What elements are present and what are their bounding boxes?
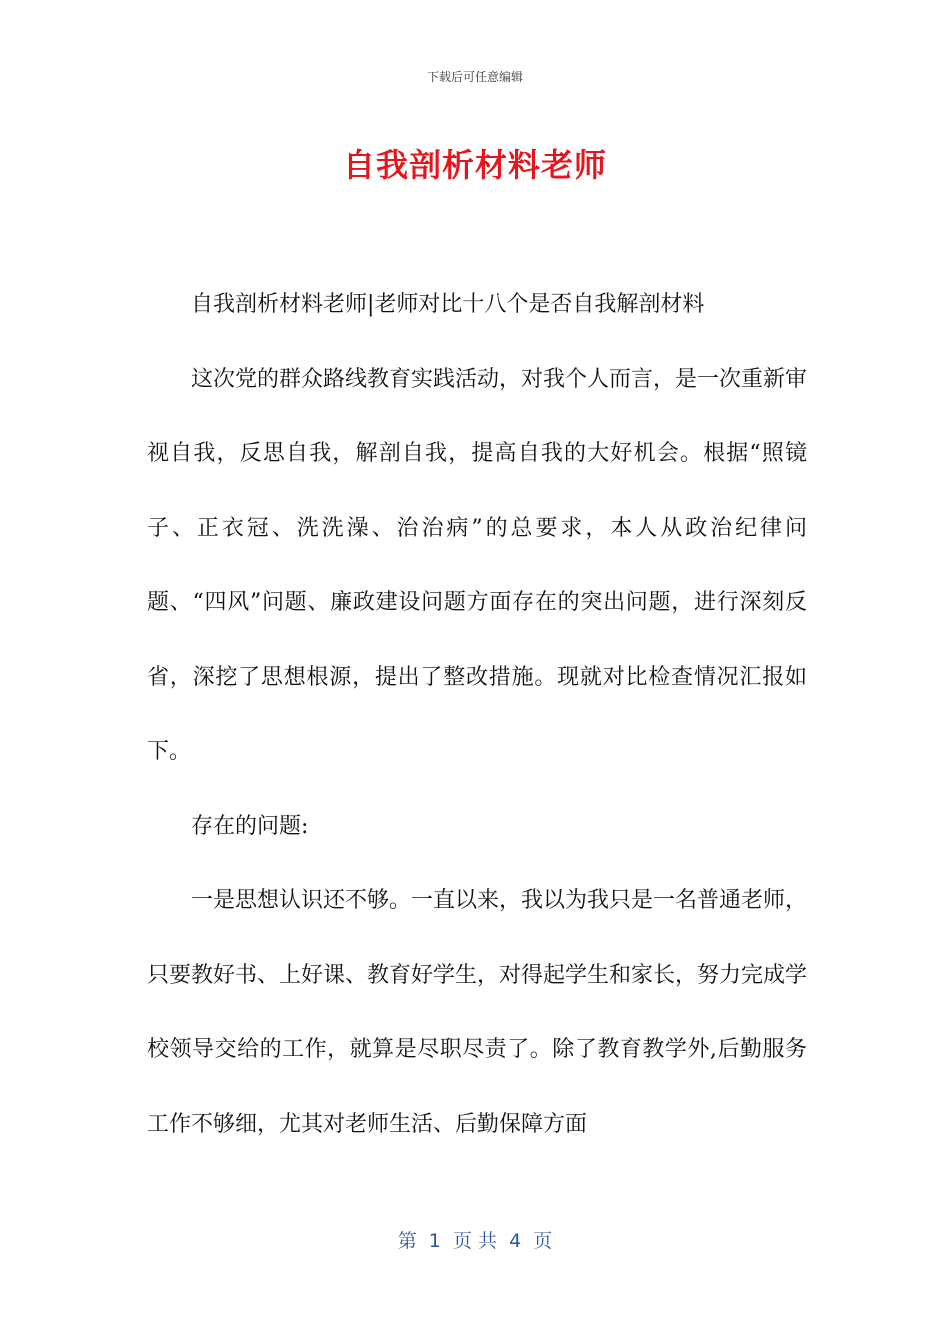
paragraph-point-one: 一是思想认识还不够。一直以来，我以为我只是一名普通老师，只要教好书、上好课、教育好学生，对得起学生和家长，努力完成学校领导交给的工作，就算是尽职尽责了。除了教育教学外,后勤服务工作不够细，尤其对老师生活、后勤保障方面 [147,888,808,1137]
document-title: 自我剖析材料老师 [342,146,607,184]
page-footer: 第 1 页 共 4 页 [397,1230,553,1252]
paragraph-subtitle: 自我剖析材料老师|老师对比十八个是否自我解剖材料 [191,292,705,317]
paragraph-problems-heading: 存在的问题: [191,813,309,839]
document-body [147,268,807,1162]
paragraph-intro: 这次党的群众路线教育实践活动，对我个人而言，是一次重新审视自我，反思自我，解剖自我，提高自我的大好机会。根据“照镜子、正衣冠、洗洗澡、治治病”的总要求，本人从政治纪律问题、“四风”问题、廉政建设问题方面存在的突出问题，进行深刻反省，深挖了思想根源，提出了整改措施。现就对比检查情况汇报如下。 [147,366,808,764]
header-note: 下载后可任意编辑 [426,70,523,84]
